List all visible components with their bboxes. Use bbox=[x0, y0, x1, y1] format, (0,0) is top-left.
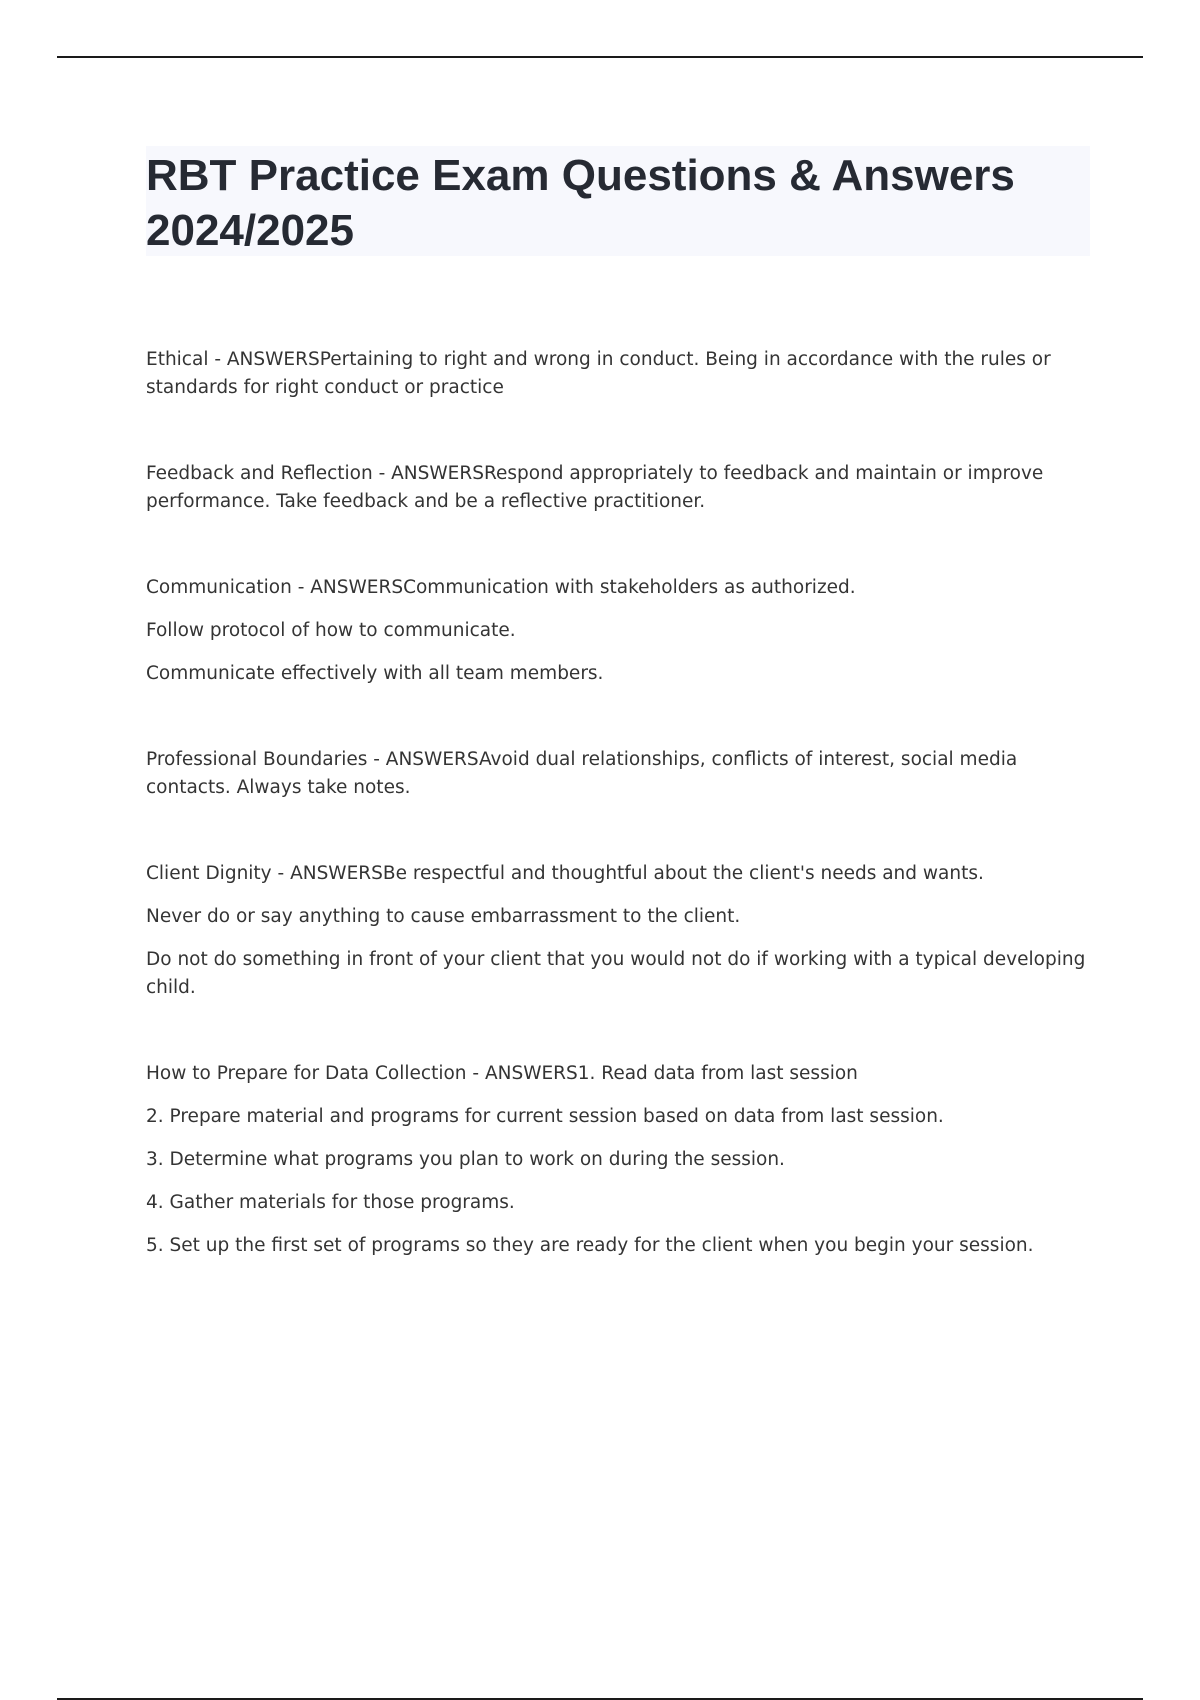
qa-paragraph: Feedback and Reflection - ANSWERSRespond appropriately to feedback and maintain or improve performance. Take feedback and be a reflective practitioner. bbox=[146, 463, 1044, 512]
qa-paragraph: Ethical - ANSWERSPertaining to right and wrong in conduct. Being in accordance with the rules or standards for right conduct or practice bbox=[146, 349, 1051, 398]
qa-entry-data-collection bbox=[146, 1060, 1090, 1260]
qa-entry-communication bbox=[146, 574, 1090, 688]
qa-paragraph: 2. Prepare material and programs for current session based on data from last session. bbox=[146, 1106, 944, 1127]
qa-entry-ethical bbox=[146, 346, 1090, 402]
qa-paragraph: How to Prepare for Data Collection - ANSWERS1. Read data from last session bbox=[146, 1063, 858, 1084]
qa-paragraph: Client Dignity - ANSWERSBe respectful and thoughtful about the client's needs and wants. bbox=[146, 863, 984, 884]
title-banner bbox=[146, 146, 1090, 256]
qa-paragraph: 5. Set up the first set of programs so they are ready for the client when you begin your session. bbox=[146, 1235, 1034, 1256]
qa-entry-feedback-and-reflection bbox=[146, 460, 1090, 516]
qa-paragraph: Communication - ANSWERSCommunication with stakeholders as authorized. bbox=[146, 577, 856, 598]
document-title: RBT Practice Exam Questions & Answers 2024/2025 bbox=[146, 151, 1015, 255]
qa-paragraph: Professional Boundaries - ANSWERSAvoid dual relationships, conflicts of interest, social media contacts. Always take notes. bbox=[146, 749, 1018, 798]
qa-paragraph: Communicate effectively with all team members. bbox=[146, 663, 604, 684]
qa-paragraph: 3. Determine what programs you plan to work on during the session. bbox=[146, 1149, 785, 1170]
qa-entry-professional-boundaries bbox=[146, 746, 1090, 802]
document-body bbox=[146, 146, 1090, 1318]
header-rule bbox=[57, 56, 1143, 58]
qa-paragraph: Follow protocol of how to communicate. bbox=[146, 620, 516, 641]
qa-entry-client-dignity bbox=[146, 860, 1090, 1002]
qa-list bbox=[146, 346, 1090, 1260]
qa-paragraph: Never do or say anything to cause embarrassment to the client. bbox=[146, 906, 741, 927]
qa-paragraph: 4. Gather materials for those programs. bbox=[146, 1192, 515, 1213]
qa-paragraph: Do not do something in front of your client that you would not do if working with a typical developing child. bbox=[146, 949, 1086, 998]
